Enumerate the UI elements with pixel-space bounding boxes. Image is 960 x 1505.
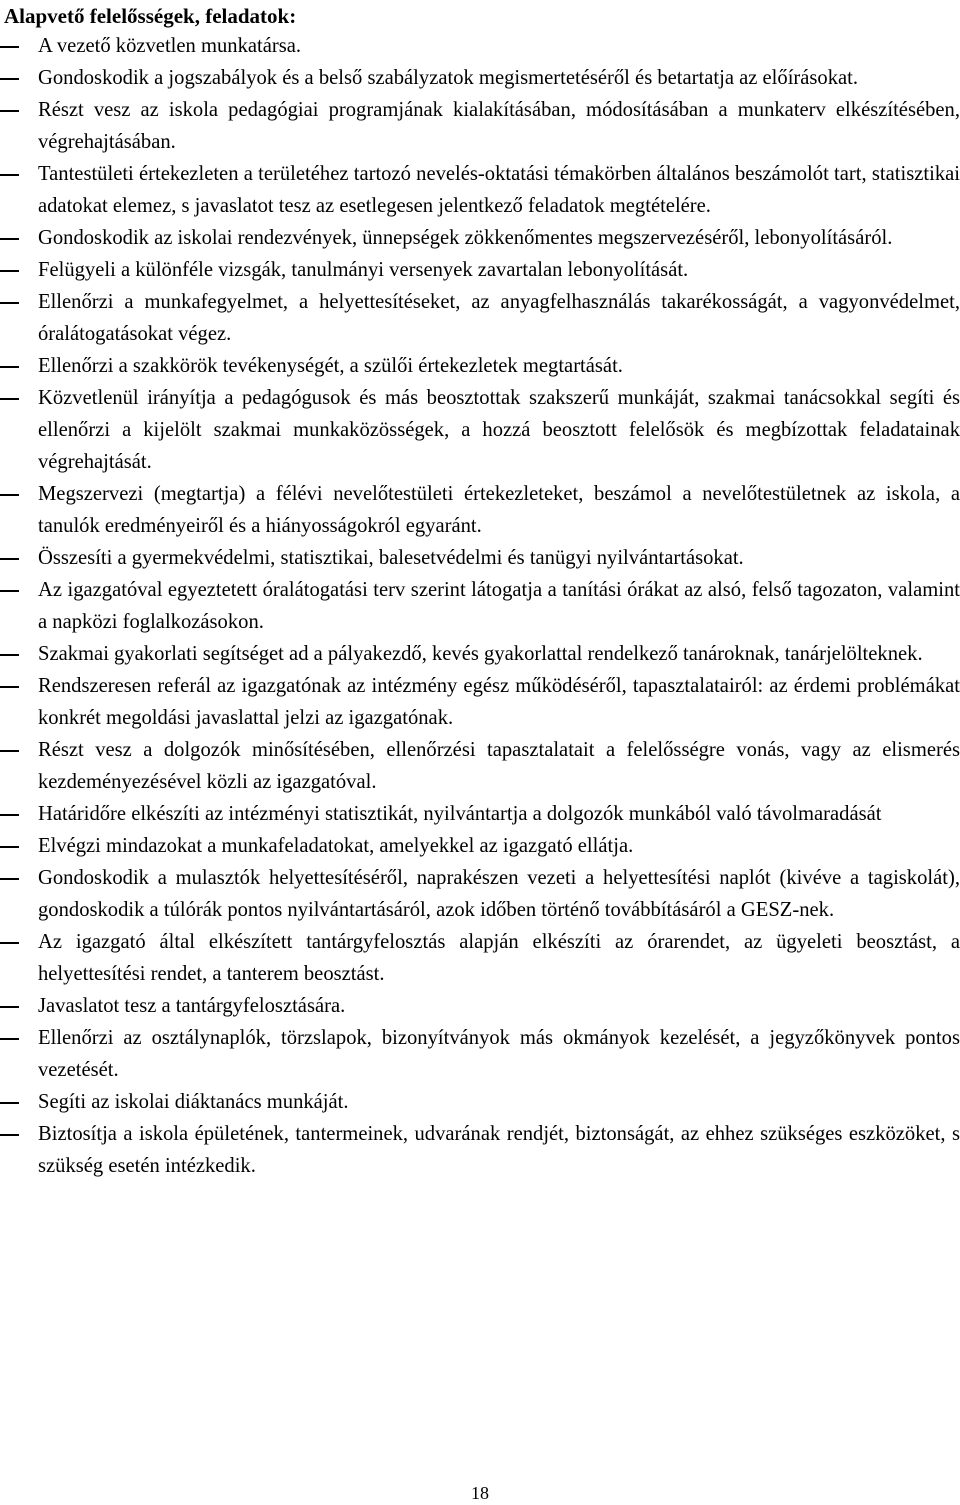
list-item <box>0 286 960 350</box>
list-item <box>0 478 960 542</box>
dash-bullet-icon <box>0 750 19 752</box>
list-item-text: Részt vesz a dolgozók minősítésében, ellenőrzési tapasztalatait a felelősségre vonás, vagy az elismerés kezdeményezésével közli az igazgatóval. <box>38 739 960 793</box>
list-item-text: Elvégzi mindazokat a munkafeladatokat, amelyekkel az igazgató ellátja. <box>38 835 634 857</box>
dash-bullet-icon <box>0 846 19 848</box>
dash-bullet-icon <box>0 878 19 880</box>
dash-bullet-icon <box>0 494 19 496</box>
list-item-text: Tantestületi értekezleten a területéhez tartozó nevelés-oktatási témakörben általános beszámolót tart, statisztikai adatokat elemez, s javaslatot tesz az esetlegesen jelentkező feladatok megtételére. <box>38 163 960 217</box>
dash-bullet-icon <box>0 238 19 240</box>
list-item <box>0 1022 960 1086</box>
list-item <box>0 30 960 62</box>
list-item-text: Rendszeresen referál az igazgatónak az intézmény egész működéséről, tapasztalatairól: az érdemi problémákat konkrét megoldási javaslattal jelzi az igazgatónak. <box>38 675 960 729</box>
list-item-text: Gondoskodik a jogszabályok és a belső szabályzatok megismertetéséről és betartatja az előírásokat. <box>38 67 859 89</box>
list-item <box>0 734 960 798</box>
list-item <box>0 94 960 158</box>
dash-bullet-icon <box>0 398 19 400</box>
list-item-text: Részt vesz az iskola pedagógiai programjának kialakításában, módosításában a munkaterv elkészítésében, végrehajtásában. <box>38 99 960 153</box>
dash-bullet-icon <box>0 558 19 560</box>
list-item-text: Gondoskodik az iskolai rendezvények, ünnepségek zökkenőmentes megszervezéséről, lebonyolításáról. <box>38 227 893 249</box>
list-item-text: Összesíti a gyermekvédelmi, statisztikai, balesetvédelmi és tanügyi nyilvántartásokat. <box>38 547 744 569</box>
list-item <box>0 222 960 254</box>
dash-bullet-icon <box>0 302 19 304</box>
list-item-text: A vezető közvetlen munkatársa. <box>38 35 302 57</box>
list-item <box>0 1118 960 1182</box>
list-item-text: Ellenőrzi az osztálynaplók, törzslapok, bizonyítványok más okmányok kezelését, a jegyzőkönyvek pontos vezetését. <box>38 1027 960 1081</box>
dash-bullet-icon <box>0 814 19 816</box>
dash-bullet-icon <box>0 590 19 592</box>
list-item-text: Gondoskodik a mulasztók helyettesítéséről, naprakészen vezeti a helyettesítési naplót (kivéve a tagiskolát), gondoskodik a túlórák pontos nyilvántartásáról, azok időben történő továbbításáról a GESZ-nek. <box>38 867 960 921</box>
dash-bullet-icon <box>0 78 19 80</box>
list-item-text: Segíti az iskolai diáktanács munkáját. <box>38 1091 349 1113</box>
list-item-text: Az igazgató által elkészített tantárgyfelosztás alapján elkészíti az órarendet, az ügyeleti beosztást, a helyettesítési rendet, a tanterem beosztást. <box>38 931 960 985</box>
list-item-text: Biztosítja a iskola épületének, tantermeinek, udvarának rendjét, biztonságát, az ehhez szükséges eszközöket, s szükség esetén intézkedik. <box>38 1123 960 1177</box>
section-heading: Alapvető felelősségek, feladatok: <box>4 4 297 28</box>
duties-list <box>0 30 960 1182</box>
list-item-text: Az igazgatóval egyeztetett óralátogatási terv szerint látogatja a tanítási órákat az alsó, felső tagozaton, valamint a napközi foglalkozásokon. <box>38 579 960 633</box>
list-item <box>0 542 960 574</box>
dash-bullet-icon <box>0 1134 19 1136</box>
dash-bullet-icon <box>0 942 19 944</box>
list-item <box>0 62 960 94</box>
list-item <box>0 574 960 638</box>
list-item <box>0 926 960 990</box>
list-item <box>0 990 960 1022</box>
list-item <box>0 1086 960 1118</box>
list-item-text: Ellenőrzi a munkafegyelmet, a helyettesítéseket, az anyagfelhasználás takarékosságát, a vagyonvédelmet, óralátogatásokat végez. <box>38 291 960 345</box>
dash-bullet-icon <box>0 366 19 368</box>
dash-bullet-icon <box>0 174 19 176</box>
list-item <box>0 798 960 830</box>
dash-bullet-icon <box>0 110 19 112</box>
dash-bullet-icon <box>0 686 19 688</box>
dash-bullet-icon <box>0 1102 19 1104</box>
list-item <box>0 830 960 862</box>
list-item-text: Közvetlenül irányítja a pedagógusok és más beosztottak szakszerű munkáját, szakmai tanácsokkal segíti és ellenőrzi a kijelölt szakmai munkaközösségek, a hozzá beosztott felelősök és megbízottak feladatainak végrehajtását. <box>38 387 960 473</box>
dash-bullet-icon <box>0 1006 19 1008</box>
list-item-text: Javaslatot tesz a tantárgyfelosztására. <box>38 995 346 1017</box>
list-item <box>0 638 960 670</box>
list-item <box>0 254 960 286</box>
dash-bullet-icon <box>0 1038 19 1040</box>
list-item <box>0 862 960 926</box>
dash-bullet-icon <box>0 46 19 48</box>
list-item-text: Szakmai gyakorlati segítséget ad a pályakezdő, kevés gyakorlattal rendelkező tanároknak, tanárjelölteknek. <box>38 643 923 665</box>
dash-bullet-icon <box>0 654 19 656</box>
list-item-text: Ellenőrzi a szakkörök tevékenységét, a szülői értekezletek megtartását. <box>38 355 623 377</box>
list-item-text: Felügyeli a különféle vizsgák, tanulmányi versenyek zavartalan lebonyolítását. <box>38 259 689 281</box>
list-item <box>0 382 960 478</box>
dash-bullet-icon <box>0 270 19 272</box>
page-number: 18 <box>471 1483 489 1503</box>
list-item <box>0 670 960 734</box>
list-item-text: Határidőre elkészíti az intézményi statisztikát, nyilvántartja a dolgozók munkából való távolmaradását <box>38 803 882 825</box>
list-item <box>0 350 960 382</box>
list-item <box>0 158 960 222</box>
list-item-text: Megszervezi (megtartja) a félévi nevelőtestületi értekezleteket, beszámol a nevelőtestületnek az iskola, a tanulók eredményeiről és a hiányosságokról egyaránt. <box>38 483 960 537</box>
